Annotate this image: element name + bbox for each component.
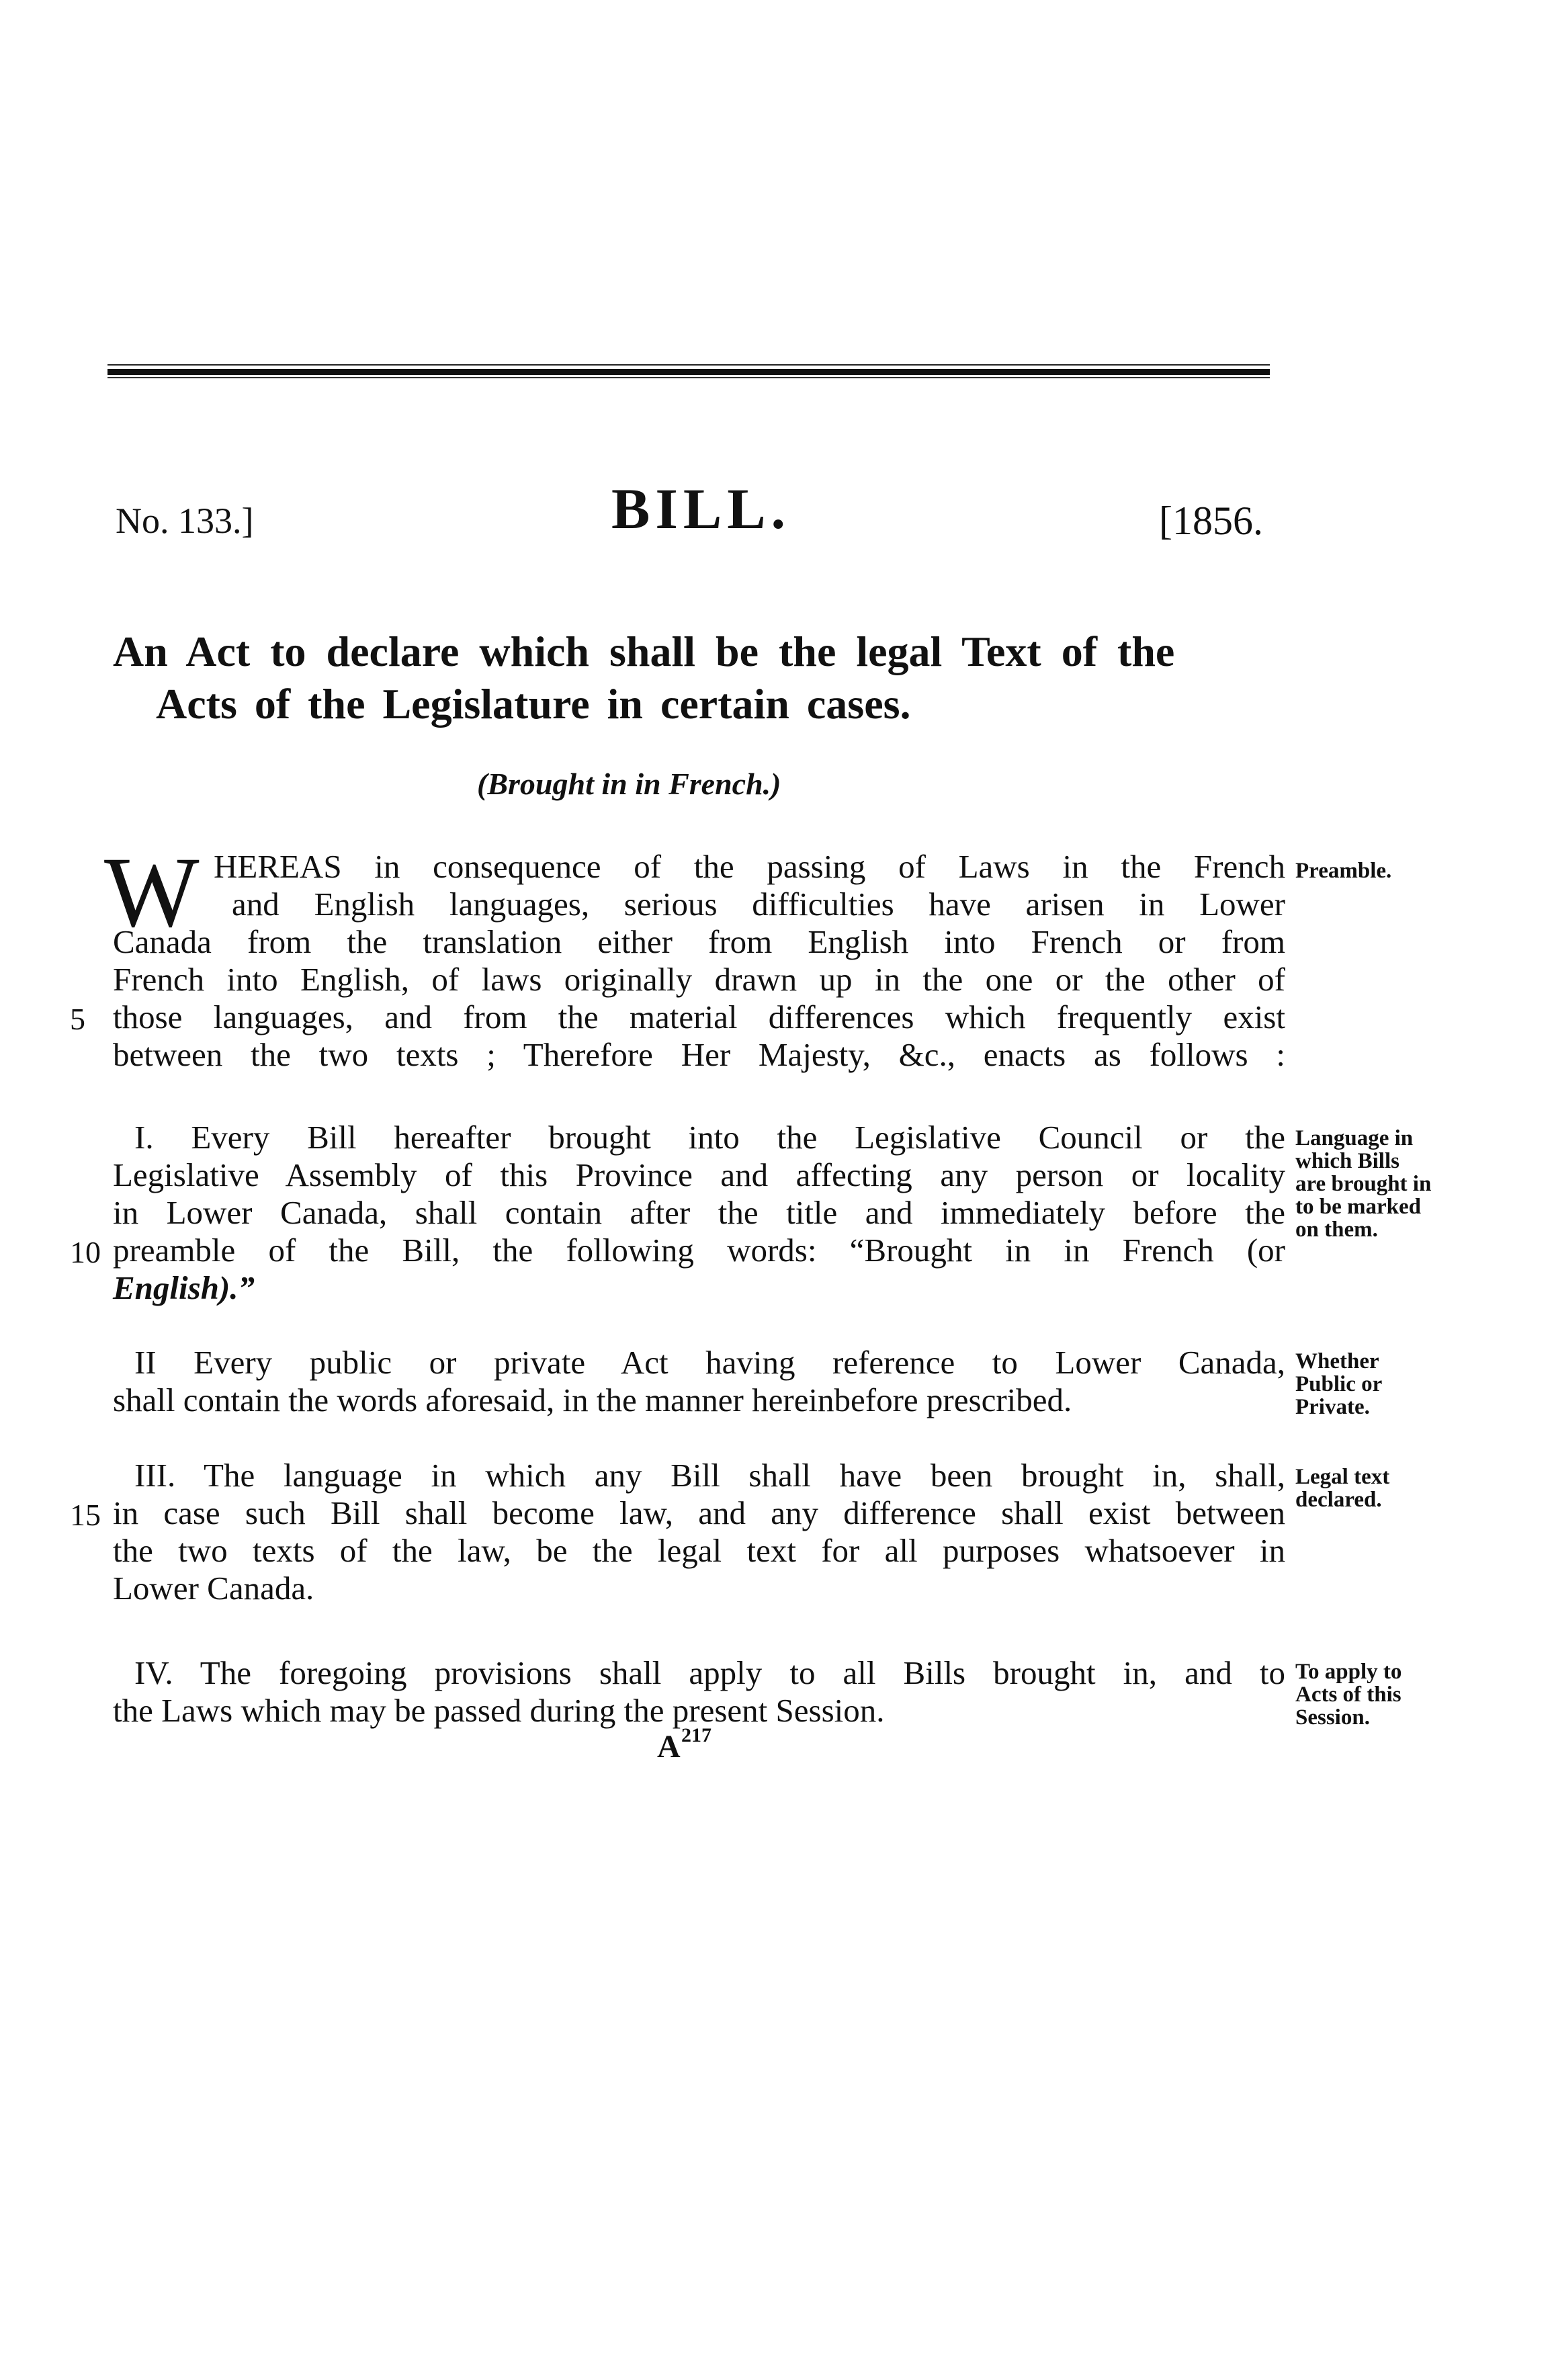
margin-note: declared. [1295,1488,1382,1512]
margin-note: Whether [1295,1349,1379,1373]
margin-note: to be marked [1295,1195,1421,1219]
section-line: in case such Bill shall become law, and any difference shall exist between [113,1494,1285,1531]
line-number: 15 [70,1498,101,1532]
margin-note: Private. [1295,1395,1370,1419]
margin-note: Legal text [1295,1465,1390,1489]
margin-note-preamble: Preamble. [1295,859,1392,883]
section-line: the two texts of the law, be the legal text for all purposes whatsoever in [113,1532,1285,1569]
margin-note: Public or [1295,1372,1383,1396]
preamble-line: and English languages, serious difficulties have arisen in Lower [232,886,1285,923]
bill-year: [1856. [1159,499,1263,543]
bill-heading: BILL. [611,476,791,541]
section-line: English).” [113,1269,255,1306]
drop-cap: W [104,837,200,948]
line-number: 5 [70,1002,85,1036]
section-line: IV. The foregoing provisions shall apply to all Bills brought in, and to [134,1654,1285,1691]
margin-note: Language in [1295,1126,1414,1150]
section-line: Lower Canada. [113,1570,314,1607]
margin-note: on them. [1295,1218,1378,1242]
act-title-line: An Act to declare which shall be the legal Text of the [113,628,1175,675]
margin-note: are brought in [1295,1172,1432,1196]
section-line: the Laws which may be passed during the present Session. [113,1692,885,1729]
section-line: shall contain the words aforesaid, in the manner hereinbefore prescribed. [113,1382,1072,1418]
preamble-line: between the two texts ; Therefore Her Majesty, &c., enacts as follows : [113,1036,1285,1073]
preamble-line: HEREAS in consequence of the passing of Laws in the French [214,848,1285,885]
act-title-line: Acts of the Legislature in certain cases. [156,680,911,728]
line-number: 10 [70,1235,101,1269]
section-line: in Lower Canada, shall contain after the title and immediately before the [113,1194,1285,1231]
header-rule [107,362,1270,382]
section-line: II Every public or private Act having reference to Lower Canada, [134,1344,1285,1381]
margin-note: Acts of this [1295,1683,1402,1707]
page-number: 217 [681,1724,712,1746]
brought-in-note: (Brought in in French.) [477,767,781,801]
margin-note: Session. [1295,1705,1370,1730]
preamble-line: Canada from the translation either from English into French or from [113,923,1285,960]
preamble-line: those languages, and from the material differences which frequently exist [113,998,1285,1035]
margin-note: which Bills [1295,1149,1399,1173]
margin-note: To apply to [1295,1660,1402,1684]
section-line: Legislative Assembly of this Province and affecting any person or locality [113,1156,1285,1193]
signature-mark: A [657,1729,681,1765]
section-line: III. The language in which any Bill shall have been brought in, shall, [134,1457,1285,1494]
bill-number: No. 133.] [116,501,254,541]
section-line: preamble of the Bill, the following words: “Brought in in French (or [113,1232,1285,1269]
preamble-line: French into English, of laws originally drawn up in the one or the other of [113,961,1285,998]
section-line: I. Every Bill hereafter brought into the Legislative Council or the [134,1119,1285,1156]
